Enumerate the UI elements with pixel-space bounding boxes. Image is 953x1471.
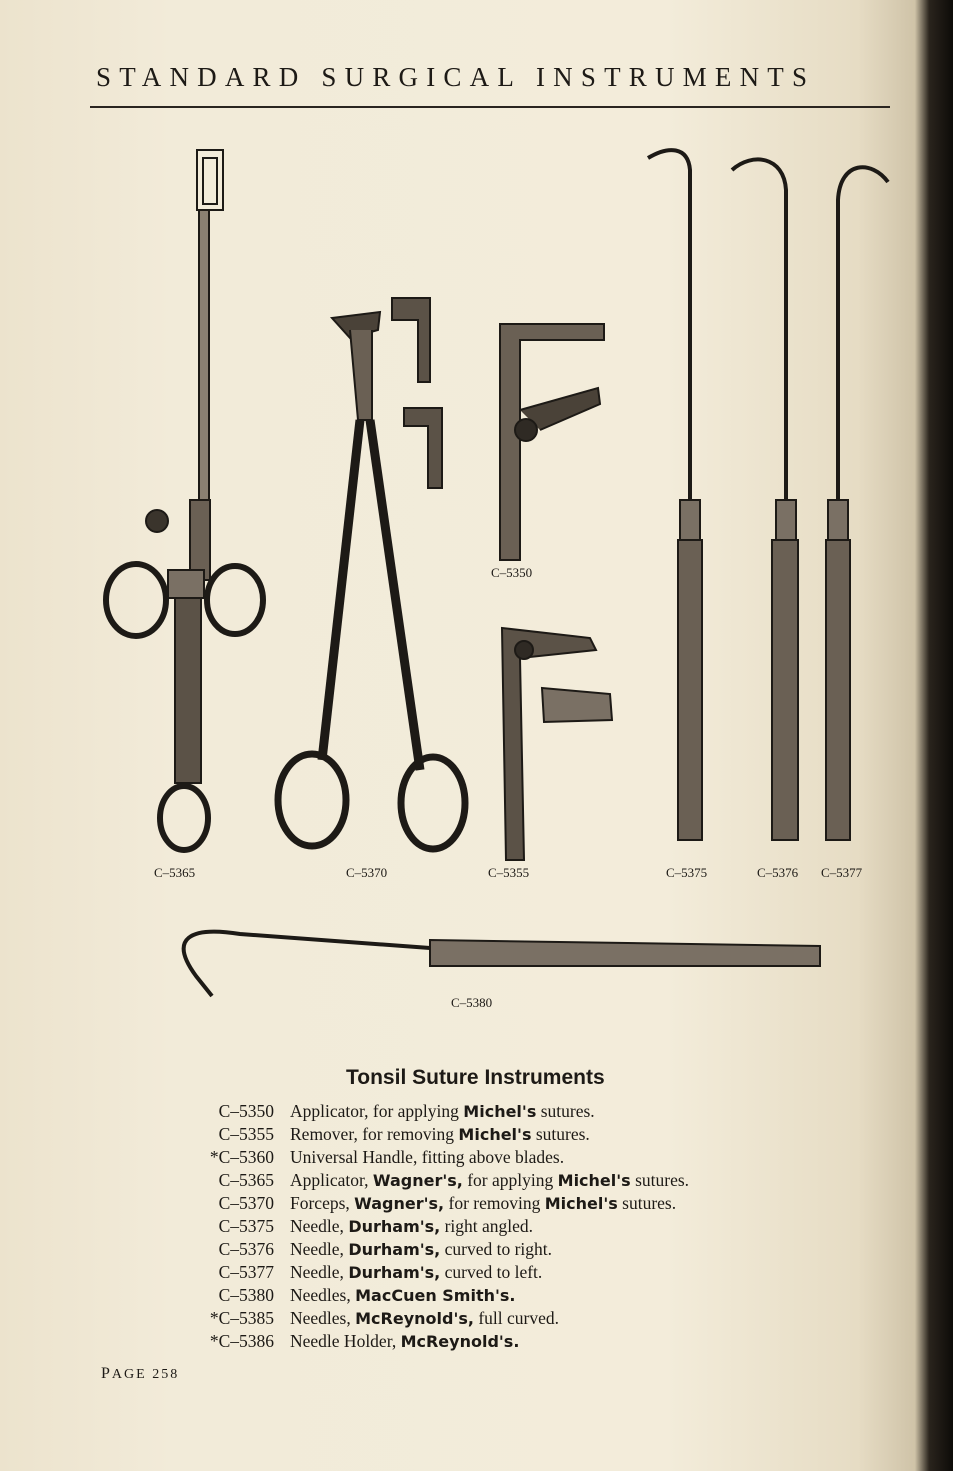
list-item: C–5370 Forceps, Wagner's, for removing Michel's sutures. [178, 1193, 858, 1216]
list-item: C–5376 Needle, Durham's, curved to right. [178, 1239, 858, 1262]
page-number: 258 [152, 1367, 180, 1382]
item-code: C–5370 [218, 1193, 274, 1213]
applicator-head-c5350-drawing [500, 324, 604, 560]
list-item: *C–5385 Needles, McReynold's, full curved. [178, 1308, 858, 1331]
list-item: *C–5386 Needle Holder, McReynold's. [178, 1331, 858, 1354]
item-code: *C–5385 [209, 1308, 274, 1328]
forceps-c5370-drawing [278, 298, 465, 849]
item-code: C–5377 [218, 1262, 274, 1282]
page-header-title: STANDARD SURGICAL INSTRUMENTS [96, 62, 816, 92]
list-item: C–5377 Needle, Durham's, curved to left. [178, 1262, 858, 1285]
label-c5355: C–5355 [488, 865, 530, 880]
item-code: *C–5360 [209, 1147, 274, 1167]
label-c5377: C–5377 [821, 865, 863, 880]
applicator-c5365-drawing [106, 150, 263, 850]
list-item: C–5375 Needle, Durham's, right angled. [178, 1216, 858, 1239]
needle-c5380-drawing [184, 932, 820, 996]
list-item: *C–5360 Universal Handle, fitting above blades. [178, 1147, 858, 1170]
section-title: Tonsil Suture Instruments [346, 1066, 605, 1089]
list-item: C–5365 Applicator, Wagner's, for applying Michel's sutures. [178, 1170, 858, 1193]
item-code: C–5375 [218, 1216, 274, 1236]
item-code: C–5365 [218, 1170, 274, 1190]
list-item: C–5380 Needles, MacCuen Smith's. [178, 1285, 858, 1308]
item-code: C–5376 [218, 1239, 274, 1259]
needle-c5376-drawing [732, 159, 798, 840]
item-code: C–5355 [218, 1124, 274, 1144]
page-number-footer: PAGE 258 [101, 1365, 180, 1382]
remover-head-c5355-drawing [502, 628, 612, 860]
list-item: C–5355 Remover, for removing Michel's sutures. [178, 1124, 858, 1147]
list-item: C–5350 Applicator, for applying Michel's sutures. [178, 1101, 858, 1124]
item-code: *C–5386 [209, 1331, 274, 1351]
label-c5376: C–5376 [757, 865, 799, 880]
label-c5350: C–5350 [491, 565, 533, 580]
needle-c5375-drawing [648, 150, 702, 840]
label-c5375: C–5375 [666, 865, 708, 880]
needle-c5377-drawing [826, 167, 888, 840]
item-code: C–5350 [218, 1101, 274, 1121]
instrument-list [178, 1101, 858, 1354]
label-c5380: C–5380 [451, 995, 493, 1010]
item-code: C–5380 [218, 1285, 274, 1305]
label-c5370: C–5370 [346, 865, 388, 880]
label-c5365: C–5365 [154, 865, 196, 880]
